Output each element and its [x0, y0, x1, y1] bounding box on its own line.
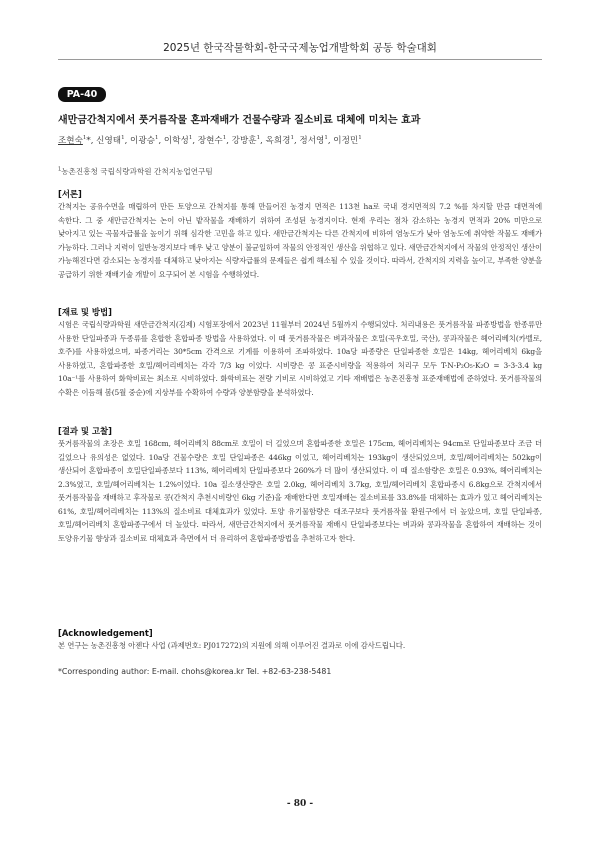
corresponding-author: *Corresponding author: E-mail. chohs@korea.kr Tel. +82-63-238-5481 — [58, 667, 332, 676]
methods-section — [58, 307, 542, 399]
author-affiliation-marker: 1 — [82, 135, 87, 142]
conference-header: 2025년 한국작물학회-한국국제농업개발학회 공동 학술대회 — [163, 42, 437, 54]
author-name: 조현숙 — [58, 136, 83, 146]
paper-title: 새만금간척지에서 풋거름작물 혼파재배가 건물수량과 질소비료 대체에 미치는 효과 — [58, 115, 421, 126]
results-body: 풋거름작물의 초장은 호밀 168cm, 헤어리베치 88cm로 호밀이 더 길었으며 혼합파종한 호밀은 175cm, 헤어리베치는 94cm로 단일파종보다 조금 더 길었으나 유의성은 없었다. 10a당 건물수량은 호밀 단일파종은 446kg 이었고, 헤어리베치는 193kg이 생산되었으며, 호밀/헤어리베치는 502kg이 생산되어 혼합파종이 호밀단일파종보다 113%, 헤어리베치 단일파종보다 260%가 더 많이 생산되었다. 이 때 질소함량은 호밀은 0.93%, 헤어리베치는 2.3%였고, 호밀/헤어리베치는 1.2%이었다. 10a 질소생산량은 호밀 2.0kg, 헤어리베치 3.7kg, 호밀/헤어리베치 혼합파종시 6.8kg으로 간척지에서 풋거름작물을 재배하고 후작물로 콩(간척지 추천시비량인 6kg 기준)을 재배한다면 호밀재배는 질소비료를 33.8%를 대체하는 효과가 있고 헤어리베치는 61%, 호밀/헤어리베치는 113%의 질소비료 대체효과가 있었다. 토양 유기물함량은 대조구보다 풋거름작물 환원구에서 더 높았으며, 호밀 단일파종, 호밀/헤어리베치 혼합파종구에서 더 높았다. 따라서, 새만금간척지에서 풋거름작물 재배시 단일파종보다는 벼과와 콩과작물을 혼합하여 재배하는 것이 토양유기물 향상과 질소비료 대체효과 측면에서 더 유리하여 혼합파종방법을 추천하고자 한다. — [58, 439, 542, 543]
acknowledgement-heading: [Acknowledgement] — [58, 628, 153, 638]
author-name: 이광승 — [130, 136, 155, 146]
author-name: 정서영 — [299, 136, 325, 146]
author-separator: , — [158, 136, 164, 146]
affiliation-marker: 1 — [58, 166, 62, 173]
author-separator: , — [293, 136, 300, 146]
author-affiliation-marker: 1 — [256, 135, 261, 142]
page-number: - 80 - — [286, 799, 314, 809]
author-list — [58, 134, 542, 146]
poster-id-badge: PA-40 — [58, 87, 106, 102]
author-name: 옥희경 — [265, 136, 291, 146]
affiliation — [58, 166, 542, 177]
author-separator: , — [260, 136, 266, 146]
author-separator: , — [90, 136, 97, 146]
author-separator: , — [192, 136, 198, 146]
author-affiliation-marker: 1 — [121, 135, 125, 142]
author-name: 장현수 — [197, 136, 223, 146]
author-separator: , — [226, 136, 232, 146]
corresponding-author-marker: * — [86, 136, 91, 146]
author-affiliation-marker: 1 — [324, 135, 328, 142]
author-affiliation-marker: 1 — [154, 135, 159, 142]
acknowledgement-body: 본 연구는 농촌진흥청 아젠다 사업 (과제번호: PJ017272)의 지원에 의해 이루어진 결과로 이에 감사드립니다. — [58, 641, 406, 650]
author-affiliation-marker: 1 — [222, 135, 227, 142]
author-affiliation-marker: 1 — [290, 135, 294, 142]
methods-body: 시험은 국립식량과학원 새만금간척지(김제) 시험포장에서 2023년 11월부터 2024년 5월까지 수행되었다. 처리내용은 풋거름작물 파종방법을 한종류만 사용한 단일파종과 두종류를 혼합한 혼합파종 방법을 사용하였다. 이 때 풋거름작물은 벼과작물은 호밀(곡우호밀, 국산), 콩과작물은 헤어리베치(카벨로, 호주)를 사용하였으며, 파종거리는 30*5cm 간격으로 기계를 이용하여 조파하였다. 10a당 파종량은 단일파종한 호밀은 14kg, 헤어리베치 6kg을 사용하였고, 혼합파종한 호밀/헤어리베치는 각각 7/3 kg 이었다. 시비량은 콩 표준시비량을 적용하여 처리구 모두 T-N-P₂O₅-K₂O = 3-3-3.4 kg 10a⁻¹를 사용하여 화학비료는 최소로 시비하였다. 화학비료는 전량 기비로 시비하였고 기타 재배법은 농촌진흥청 표준재배법에 준하였다. 풋거름작물의 수확은 이듬해 봄(5월 중순)에 지상부를 수확하여 수량과 양분함량을 분석하였다. — [58, 320, 542, 397]
results-heading: [결과 및 고찰] — [58, 426, 112, 436]
author-affiliation-marker: 1 — [358, 135, 362, 142]
introduction-section — [58, 189, 542, 281]
author-separator: , — [124, 136, 131, 146]
author-name: 이학성 — [163, 136, 189, 146]
introduction-body: 간척지는 공유수면을 매립하여 만든 토양으로 간척지를 통해 만들어진 농경지 면적은 113천 ha로 국내 경지면적의 7.2 %를 차지할 만큼 대면적에 속한다. 그 중 새만금간척지는 논이 아닌 밭작물을 재배하기 위하여 조성된 농경지이다. 현재 우리는 점차 감소하는 농경지 면적과 20% 미만으로 낮아지고 있는 곡물자급률을 높이기 위해 심각한 고민을 하고 있다. 새만금간척지는 다른 간척지에 비하여 염농도가 낮아 염농도에 취약한 작물도 재배가 가능하다. 그러나 지력이 일반농경지보다 매우 낮고 양분이 불균일하여 작물의 안정적인 생산을 위협하고 있다. 새만금간척지에서 작물의 안정적인 생산이 가능해진다면 감소되는 농경지를 대체하고 낮아지는 식량자급률의 문제들은 쉽게 해소될 수 있을 것이다. 따라서, 간척지의 지력을 높이고, 부족한 양분을 공급하기 위한 재배기술 개발이 요구되어 본 시험을 수행하였다. — [58, 202, 542, 279]
author-affiliation-marker: 1 — [188, 135, 193, 142]
author-separator: , — [327, 136, 334, 146]
methods-heading: [재료 및 방법] — [58, 307, 112, 317]
author-name: 이정민 — [333, 136, 359, 146]
affiliation-text: 농촌진흥청 국립식량과학원 간척지농업연구팀 — [61, 167, 213, 176]
results-section — [58, 426, 542, 545]
author-name: 신영태 — [96, 136, 122, 146]
introduction-heading: [서론] — [58, 189, 82, 199]
acknowledgement-section — [58, 628, 542, 653]
author-name: 강방훈 — [231, 136, 257, 146]
header-divider — [58, 59, 542, 60]
